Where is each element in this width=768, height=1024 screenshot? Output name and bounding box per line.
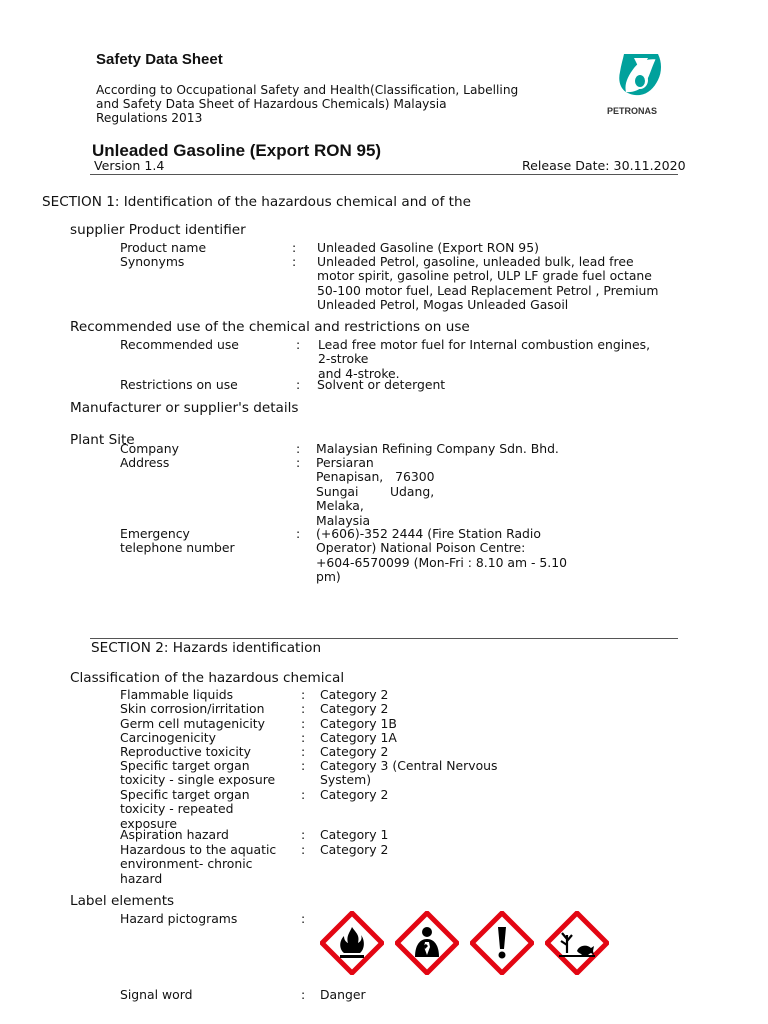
separator: : [292,254,297,269]
hazard-category-line: Category 2 [320,687,389,702]
label-elements-heading: Label elements [70,893,175,909]
hazard-category-line: Category 2 [320,701,389,716]
hazard-category-value [320,759,497,788]
hazard-category-line: Category 3 (Central Nervous [320,758,498,773]
section1-heading: SECTION 1: Identification of the hazardous chemical and of the [42,194,471,210]
hazard-category-line: Category 2 [320,787,389,802]
recommended-use-line: Lead free motor fuel for Internal combustion engines, [318,337,651,352]
hazard-class-label-line: Reproductive toxicity [120,744,251,759]
separator: : [301,687,306,702]
emergency-line: (+606)-352 2444 (Fire Station Radio [316,526,541,541]
plant-site-heading: Plant Site [70,432,135,448]
hazard-class-label-line: Skin corrosion/irritation [120,701,265,716]
version: Version 1.4 [94,158,165,173]
hazard-class-label-line: Carcinogenicity [120,730,216,745]
separator: : [301,730,306,745]
exclamation-icon [470,911,534,975]
hazard-category-value [320,788,388,802]
regulation-line: Regulations 2013 [96,111,203,125]
separator: : [301,787,306,802]
emergency-label-line: telephone number [120,540,235,556]
regulation-text [96,83,518,125]
address-label: Address [120,455,170,470]
recommended-use-value [318,338,650,381]
separator: : [292,240,297,255]
synonyms-label: Synonyms [120,254,185,269]
hazard-class-label-line: Specific target organ [120,758,250,773]
synonyms-value [317,255,658,313]
regulation-line: and Safety Data Sheet of Hazardous Chemicals) Malaysia [96,97,447,111]
company-value: Malaysian Refining Company Sdn. Bhd. [316,441,559,456]
hazard-class-label-line: Specific target organ [120,787,250,802]
emergency-line: +604-6570099 (Mon-Fri : 8.10 am - 5.10 [316,554,567,570]
health-hazard-icon [395,911,459,975]
emergency-label [120,527,290,556]
separator: : [301,744,306,759]
recommended-use-line: 2-stroke [318,351,369,367]
hazard-category-line: System) [320,772,372,788]
separator: : [301,987,306,1002]
separator: : [296,441,301,456]
hazard-class-label-line: Aspiration hazard [120,827,229,842]
emergency-label-line: Emergency [120,526,190,541]
restrictions-value: Solvent or detergent [317,377,446,392]
hazard-category-line: Category 1 [320,827,389,842]
address-line: Sungai Udang, [316,483,435,499]
flame-icon [320,911,384,975]
separator: : [301,716,306,731]
hazard-category-value [320,828,388,842]
header-divider [90,174,678,175]
hazard-category-line: Category 2 [320,744,389,759]
hazard-class-label [120,702,290,716]
hazard-class-label-line: Germ cell mutagenicity [120,716,265,731]
classification-heading: Classification of the hazardous chemical [70,670,345,686]
hazard-class-label-line: Hazardous to the aquatic [120,842,277,857]
emergency-value [316,527,567,585]
restrictions-label: Restrictions on use [120,377,238,392]
product-name-label: Product name [120,240,207,255]
hazard-class-label [120,759,290,788]
separator: : [301,842,306,857]
separator: : [296,377,301,392]
emergency-line: Operator) National Poison Centre: [316,540,526,556]
recommended-use-heading: Recommended use of the chemical and restrictions on use [70,319,470,335]
product-identifier-heading: supplier Product identifier [70,222,246,238]
hazard-pictograms-label: Hazard pictograms [120,911,238,926]
logo-text: PETRONAS [607,106,658,116]
address-line: Malaysia [316,512,371,528]
synonyms-line: 50-100 motor fuel, Lead Replacement Petrol , Premium [317,282,659,298]
product-name-value: Unleaded Gasoline (Export RON 95) [317,240,539,255]
address-line: Penapisan, 76300 [316,469,435,485]
separator: : [301,827,306,842]
hazard-class-label [120,788,290,831]
separator: : [301,911,306,926]
separator: : [296,455,301,470]
synonyms-line: motor spirit, gasoline petrol, ULP LF grade fuel octane [317,268,652,284]
document-type: Safety Data Sheet [96,51,223,68]
section2-heading: SECTION 2: Hazards identification [91,640,322,656]
address-line: Melaka, [316,498,364,514]
recommended-use-label: Recommended use [120,337,239,352]
hazard-class-label-line: hazard [120,870,163,886]
release-date: Release Date: 30.11.2020 [522,158,686,173]
hazard-class-label [120,828,290,842]
synonyms-line: Unleaded Petrol, gasoline, unleaded bulk, lead free [317,254,634,269]
hazard-category-line: Category 1A [320,730,397,745]
separator: : [296,337,301,352]
address-value [316,456,434,528]
signal-word-value: Danger [320,987,366,1002]
hazard-class-label-line: toxicity - single exposure [120,772,276,788]
hazard-class-label-line: environment- chronic [120,856,253,872]
product-title: Unleaded Gasoline (Export RON 95) [92,141,382,160]
separator: : [301,701,306,716]
petronas-emblem-icon [612,50,672,98]
company-label: Company [120,441,179,456]
signal-word-label: Signal word [120,987,193,1002]
emergency-line: pm) [316,569,341,585]
hazard-class-label-line: exposure [120,815,177,831]
separator: : [301,758,306,773]
recommended-use-line: and 4-stroke. [318,365,400,381]
synonyms-line: Unleaded Petrol, Mogas Unleaded Gasoil [317,297,569,313]
separator: : [296,526,301,541]
hazard-category-value [320,843,388,857]
section2-divider [90,638,678,639]
manufacturer-heading: Manufacturer or supplier's details [70,400,299,416]
hazard-category-value [320,702,388,716]
hazard-category-line: Category 1B [320,716,397,731]
hazard-class-label-line: toxicity - repeated [120,801,234,817]
environment-icon [545,911,609,975]
regulation-line: According to Occupational Safety and Health(Classification, Labelling [96,83,519,97]
petronas-logo [607,50,672,116]
hazard-class-label-line: Flammable liquids [120,687,234,702]
hazard-class-label [120,843,290,886]
address-line: Persiaran [316,455,374,470]
hazard-category-line: Category 2 [320,842,389,857]
